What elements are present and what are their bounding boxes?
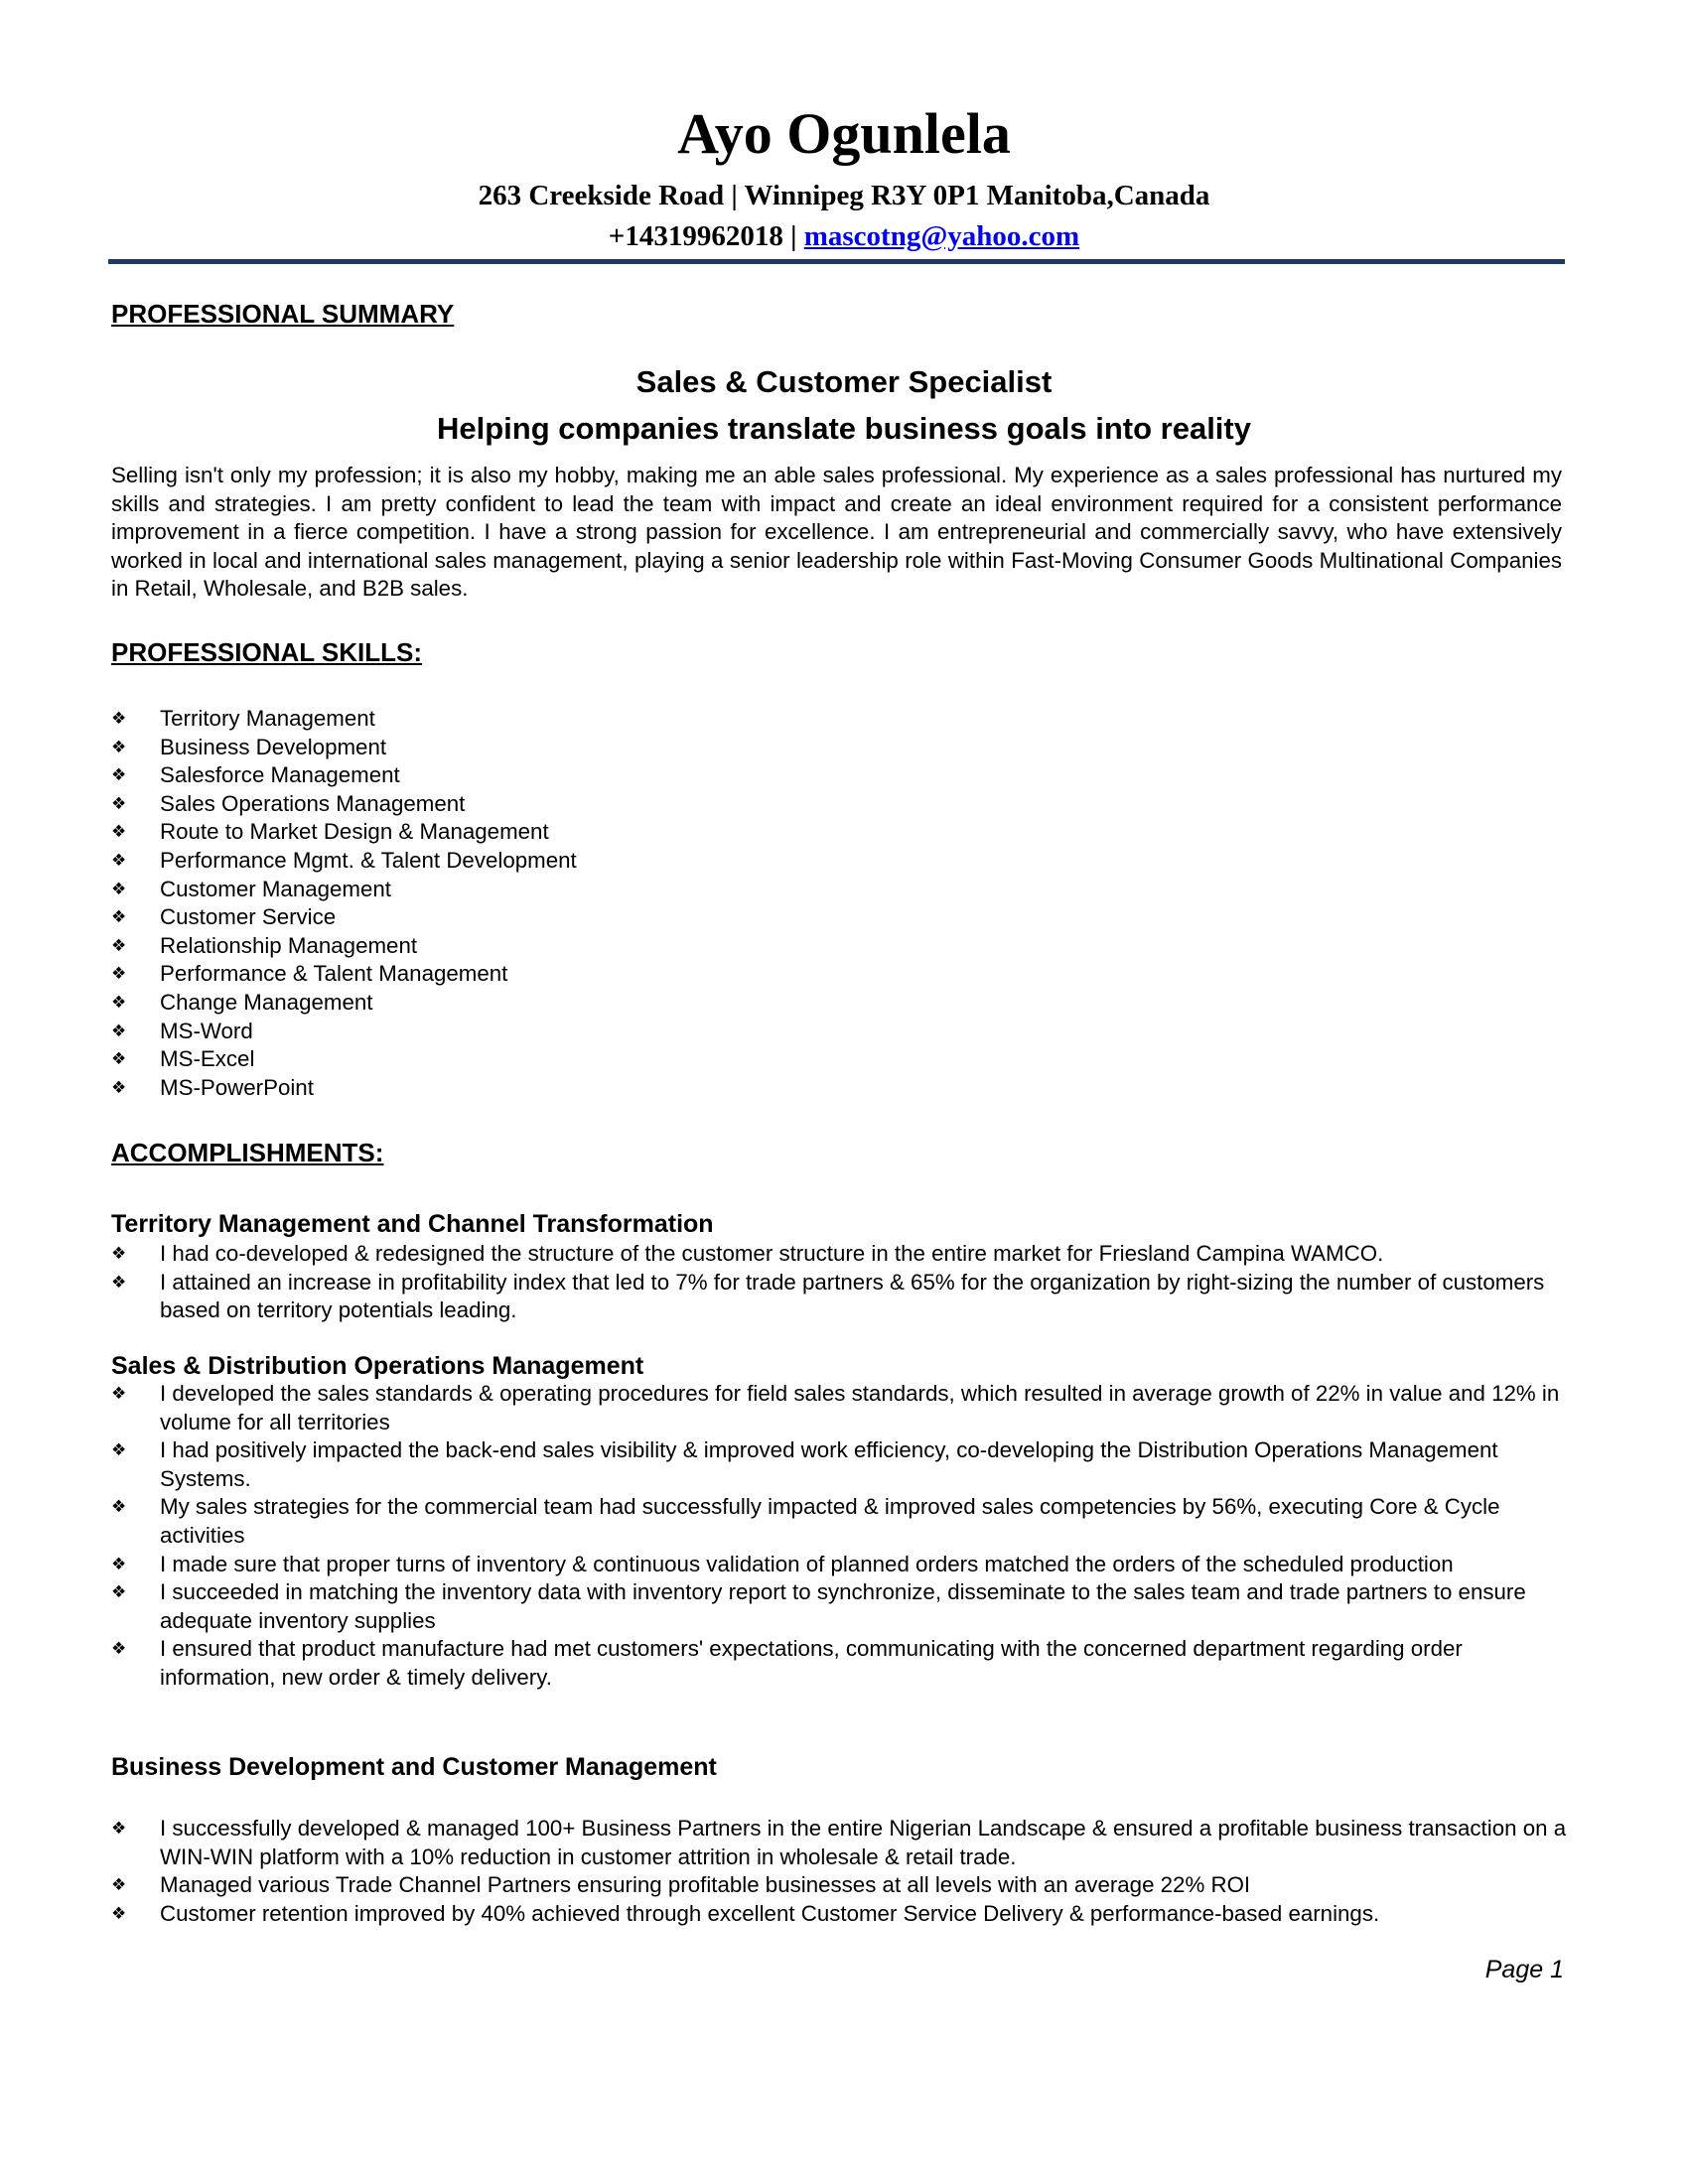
list-item bbox=[111, 847, 1571, 876]
page-number: Page 1 bbox=[1484, 1956, 1564, 1983]
list-item-text: I developed the sales standards & operating procedures for field sales standards, which resulted in average growth of 22% in value and 12% in volume for all territories bbox=[160, 1381, 1560, 1434]
list-item bbox=[111, 1551, 1571, 1579]
diamond-bullet-icon: ❖ bbox=[111, 1384, 127, 1404]
list-item-text: Relationship Management bbox=[160, 932, 418, 958]
list-item-text: I had positively impacted the back-end sales visibility & improved work efficiency, co-developing the Distribution Operations Management Systems. bbox=[160, 1437, 1498, 1491]
diamond-bullet-icon: ❖ bbox=[111, 737, 127, 757]
accomplishments-heading: ACCOMPLISHMENTS: bbox=[111, 1138, 384, 1167]
list-item-text: Sales Operations Management bbox=[160, 790, 466, 816]
list-item-text: MS-PowerPoint bbox=[160, 1074, 314, 1100]
list-item-text: Route to Market Design & Management bbox=[160, 819, 549, 845]
diamond-bullet-icon: ❖ bbox=[111, 935, 127, 956]
list-item bbox=[111, 1815, 1571, 1871]
skills-list bbox=[111, 705, 1571, 1102]
diamond-bullet-icon: ❖ bbox=[111, 1903, 127, 1924]
list-item bbox=[111, 1074, 1571, 1103]
list-item bbox=[111, 1871, 1571, 1900]
list-item bbox=[111, 1578, 1571, 1635]
list-item-text: Territory Management bbox=[160, 706, 375, 731]
diamond-bullet-icon: ❖ bbox=[111, 1049, 127, 1070]
list-item-text: My sales strategies for the commercial team had successfully impacted & improved sales competencies by 56%, executing Core & Cycle activities bbox=[160, 1494, 1500, 1548]
list-item bbox=[111, 1436, 1571, 1493]
phone: +14319962018 | bbox=[608, 220, 804, 252]
group-title: Business Development and Customer Management bbox=[111, 1753, 717, 1781]
summary-text: Selling isn't only my profession; it is also my hobby, making me an able sales professional. My experience as a sales professional has nurtured my skills and strategies. I am pretty confident to lead the team with impact and create an ideal environment required for a consistent performance improvement in a fierce competition. I have a strong passion for excellence. I am entrepreneurial and commercially savvy, who have extensively worked in local and international sales management, playing a senior leadership role within Fast-Moving Consumer Goods Multinational Companies in Retail, Wholesale, and B2B sales. bbox=[111, 463, 1562, 602]
list-item bbox=[111, 960, 1571, 989]
list-item bbox=[111, 761, 1571, 790]
summary-title: Sales & Customer Specialist bbox=[635, 364, 1053, 399]
list-item-text: MS-Excel bbox=[160, 1046, 255, 1072]
list-item bbox=[111, 1635, 1571, 1692]
list-item-text: I made sure that proper turns of inventory & continuous validation of planned orders matched the orders of the scheduled production bbox=[160, 1551, 1454, 1576]
diamond-bullet-icon: ❖ bbox=[111, 1077, 127, 1098]
list-item-text: Performance Mgmt. & Talent Development bbox=[160, 847, 577, 873]
list-item-text: Business Development bbox=[160, 734, 387, 759]
diamond-bullet-icon: ❖ bbox=[111, 822, 127, 843]
accomplishment-list bbox=[111, 1815, 1571, 1928]
list-item-text: I succeeded in matching the inventory data with inventory report to synchronize, disseminate to the sales team and trade partners to ensure adequate inventory supplies bbox=[160, 1579, 1526, 1633]
summary-tagline: Helping companies translate business goals into reality bbox=[436, 411, 1251, 446]
list-item bbox=[111, 903, 1571, 932]
list-item-text: I successfully developed & managed 100+ Business Partners in the entire Nigerian Landscape & ensured a profitable business transaction on a WIN-WIN platform with a 10% reduction in customer attrition in wholesale & retail trade. bbox=[160, 1816, 1567, 1869]
list-item bbox=[111, 1045, 1571, 1074]
email-link[interactable]: mascotng@yahoo.com bbox=[803, 220, 1080, 252]
list-item bbox=[111, 705, 1571, 734]
diamond-bullet-icon: ❖ bbox=[111, 793, 127, 814]
list-item bbox=[111, 876, 1571, 904]
list-item-text: I attained an increase in profitability index that led to 7% for trade partners & 65% for the organization by right-sizing the number of customers based on territory potentials leading. bbox=[160, 1269, 1545, 1323]
diamond-bullet-icon: ❖ bbox=[111, 1639, 127, 1660]
list-item-text: Managed various Trade Channel Partners ensuring profitable businesses at all levels with an average 22% ROI bbox=[160, 1872, 1251, 1898]
accomplishment-list bbox=[111, 1380, 1571, 1693]
candidate-name: Ayo Ogunlela bbox=[677, 101, 1011, 166]
diamond-bullet-icon: ❖ bbox=[111, 907, 127, 928]
list-item-text: Customer Service bbox=[160, 904, 337, 930]
list-item-text: MS-Word bbox=[160, 1018, 253, 1043]
list-item bbox=[111, 818, 1571, 847]
diamond-bullet-icon: ❖ bbox=[111, 1554, 127, 1574]
address: 263 Creekside Road | Winnipeg R3Y 0P1 Manitoba,Canada bbox=[478, 180, 1210, 211]
list-item-text: Customer Management bbox=[160, 876, 391, 901]
list-item bbox=[111, 1900, 1571, 1929]
list-item bbox=[111, 989, 1571, 1018]
list-item-text: I ensured that product manufacture had met customers' expectations, communicating with the concerned department regarding order information, new order & timely delivery. bbox=[160, 1636, 1463, 1690]
list-item-text: I had co-developed & redesigned the structure of the customer structure in the entire market for Friesland Campina WAMCO. bbox=[160, 1241, 1384, 1266]
diamond-bullet-icon: ❖ bbox=[111, 1819, 127, 1839]
list-item-text: Customer retention improved by 40% achieved through excellent Customer Service Delivery & performance-based earnings. bbox=[160, 1900, 1380, 1926]
skills-heading: PROFESSIONAL SKILLS: bbox=[111, 637, 422, 667]
diamond-bullet-icon: ❖ bbox=[111, 1244, 127, 1264]
group-title: Sales & Distribution Operations Management bbox=[111, 1352, 644, 1380]
group-title: Territory Management and Channel Transformation bbox=[111, 1210, 714, 1238]
diamond-bullet-icon: ❖ bbox=[111, 1021, 127, 1041]
diamond-bullet-icon: ❖ bbox=[111, 1497, 127, 1518]
diamond-bullet-icon: ❖ bbox=[111, 850, 127, 871]
header-divider bbox=[108, 259, 1565, 264]
diamond-bullet-icon: ❖ bbox=[111, 1440, 127, 1461]
contact-line bbox=[0, 217, 1688, 255]
list-item bbox=[111, 1240, 1571, 1269]
list-item-text: Change Management bbox=[160, 989, 373, 1015]
diamond-bullet-icon: ❖ bbox=[111, 879, 127, 899]
list-item bbox=[111, 1018, 1571, 1046]
diamond-bullet-icon: ❖ bbox=[111, 1582, 127, 1603]
accomplishment-list bbox=[111, 1240, 1571, 1325]
list-item bbox=[111, 734, 1571, 762]
list-item bbox=[111, 1269, 1571, 1325]
list-item-text: Performance & Talent Management bbox=[160, 961, 508, 987]
list-item bbox=[111, 1493, 1571, 1550]
diamond-bullet-icon: ❖ bbox=[111, 964, 127, 985]
diamond-bullet-icon: ❖ bbox=[111, 1875, 127, 1896]
list-item bbox=[111, 1380, 1571, 1436]
diamond-bullet-icon: ❖ bbox=[111, 765, 127, 786]
list-item bbox=[111, 932, 1571, 961]
diamond-bullet-icon: ❖ bbox=[111, 1272, 127, 1293]
summary-heading: PROFESSIONAL SUMMARY bbox=[111, 299, 455, 329]
list-item-text: Salesforce Management bbox=[160, 762, 400, 788]
diamond-bullet-icon: ❖ bbox=[111, 709, 127, 729]
diamond-bullet-icon: ❖ bbox=[111, 992, 127, 1013]
list-item bbox=[111, 790, 1571, 819]
